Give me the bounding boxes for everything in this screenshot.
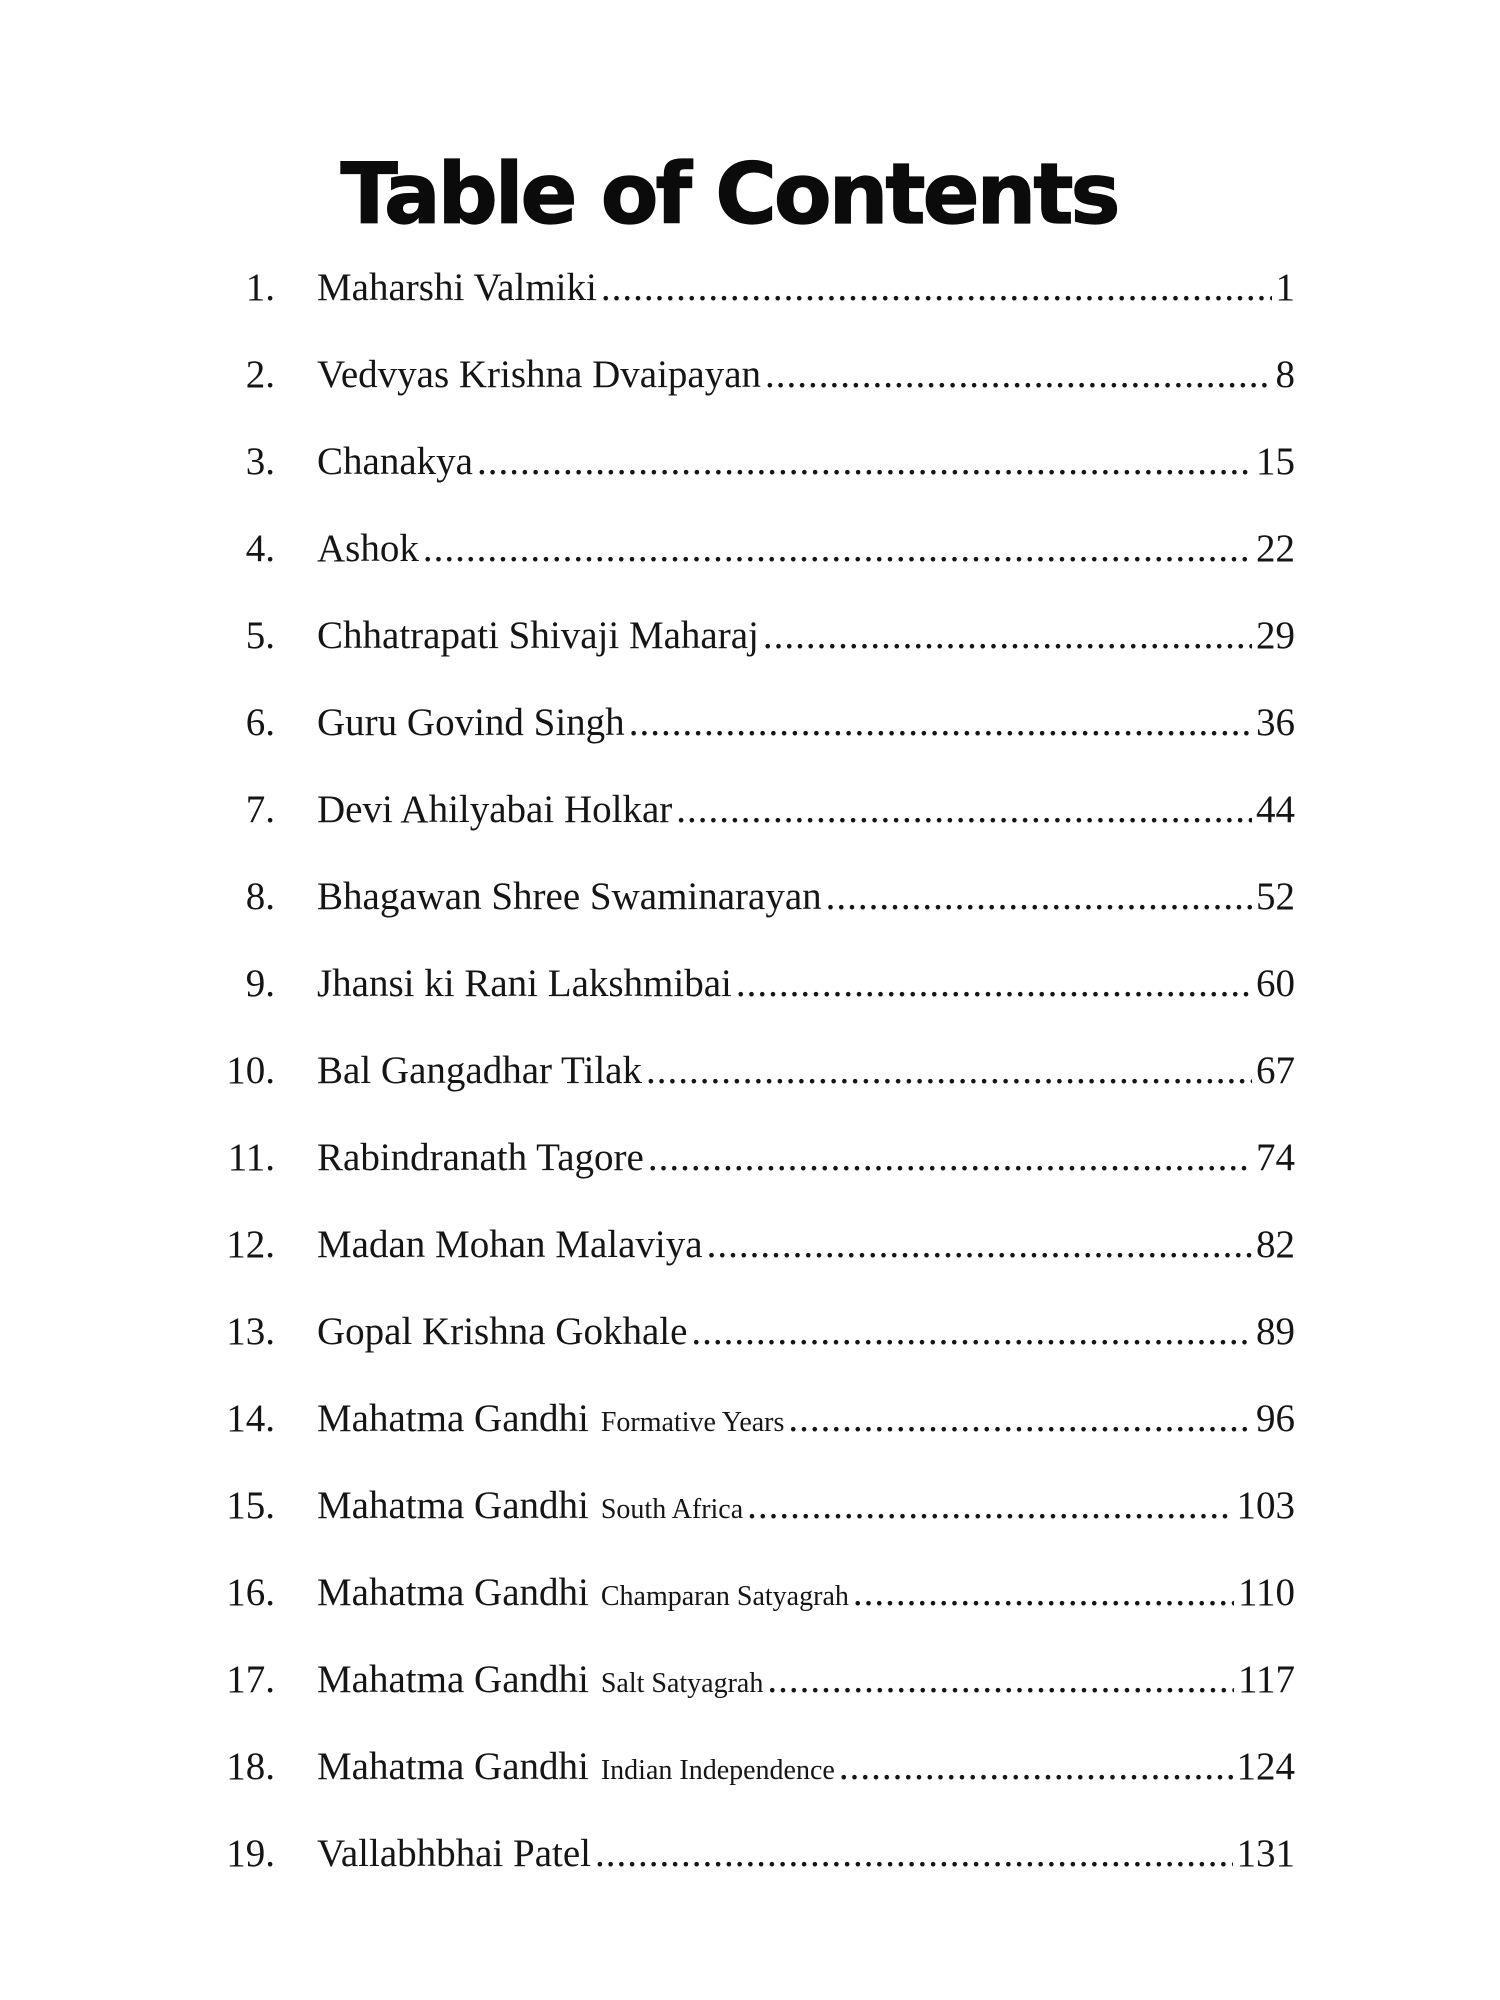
toc-entry[interactable] — [175, 693, 1295, 780]
dot-leader — [839, 1737, 1233, 1797]
toc-entry-title: Mahatma Gandhi — [317, 1571, 589, 1614]
dot-leader — [648, 1128, 1252, 1188]
dot-leader — [646, 1041, 1252, 1101]
toc-entry-number: 4. — [245, 527, 275, 570]
dot-leader — [788, 1389, 1252, 1449]
dot-leader — [691, 1302, 1252, 1362]
toc-entry-page: 1 — [1275, 266, 1295, 309]
toc-entry[interactable] — [175, 519, 1295, 606]
toc-entry-number: 6. — [245, 701, 275, 744]
toc-entry-page: 22 — [1256, 527, 1295, 570]
toc-entry[interactable] — [175, 1650, 1295, 1737]
toc-entry-page: 8 — [1275, 353, 1295, 396]
toc-entry-number: 8. — [245, 875, 275, 918]
toc-entry-page: 60 — [1256, 962, 1295, 1005]
toc-entry-title: Bhagawan Shree Swaminarayan — [317, 875, 822, 918]
toc-entry[interactable] — [175, 606, 1295, 693]
toc-entry-page: 36 — [1256, 701, 1295, 744]
dot-leader — [765, 345, 1271, 405]
dot-leader — [736, 954, 1252, 1014]
toc-entry-subtitle: Formative Years — [600, 1407, 785, 1438]
toc-entry[interactable] — [175, 867, 1295, 954]
toc-entry-number: 5. — [245, 614, 275, 657]
toc-entry[interactable] — [175, 258, 1295, 345]
toc-entry-title: Guru Govind Singh — [317, 701, 625, 744]
toc-entry-page: 110 — [1237, 1571, 1295, 1614]
toc-entry-page: 74 — [1256, 1136, 1295, 1179]
dot-leader — [747, 1476, 1232, 1536]
toc-entry-number: 16. — [226, 1571, 275, 1614]
toc-entry-number: 10. — [226, 1049, 275, 1092]
toc-entry-number: 9. — [245, 962, 275, 1005]
dot-leader — [826, 867, 1252, 927]
dot-leader — [767, 1650, 1234, 1710]
toc-entry-number: 19. — [226, 1832, 275, 1875]
toc-entry-title: Ashok — [317, 527, 419, 570]
toc-entry-title: Devi Ahilyabai Holkar — [317, 788, 673, 831]
dot-leader — [477, 432, 1252, 492]
toc-entry-subtitle: South Africa — [600, 1494, 744, 1525]
toc-entry-page: 82 — [1256, 1223, 1295, 1266]
toc-entry[interactable] — [175, 1563, 1295, 1650]
toc-entry[interactable] — [175, 1824, 1295, 1911]
toc-entry-title: Mahatma Gandhi — [317, 1397, 589, 1440]
toc-entry[interactable] — [175, 432, 1295, 519]
toc-entry-number: 11. — [227, 1136, 275, 1179]
toc-entry-title: Vedvyas Krishna Dvaipayan — [317, 353, 762, 396]
toc-entry-page: 15 — [1256, 440, 1295, 483]
toc-entry-title: Chhatrapati Shivaji Maharaj — [317, 614, 759, 657]
toc-entry-page: 131 — [1236, 1832, 1295, 1875]
toc-entry-number: 17. — [226, 1658, 275, 1701]
toc-entry-title: Mahatma Gandhi — [317, 1658, 589, 1701]
dot-leader — [707, 1215, 1252, 1275]
toc-entry[interactable] — [175, 1128, 1295, 1215]
toc-entry-page: 29 — [1256, 614, 1295, 657]
toc-entry-subtitle: Indian Independence — [600, 1755, 835, 1786]
toc-entry-title: Vallabhbhai Patel — [317, 1832, 592, 1875]
toc-entry[interactable] — [175, 1476, 1295, 1563]
toc-entry-title: Gopal Krishna Gokhale — [317, 1310, 688, 1353]
toc-entry-title: Maharshi Valmiki — [317, 266, 597, 309]
table-of-contents — [175, 258, 1295, 1911]
toc-entry-number: 2. — [245, 353, 275, 396]
toc-entry-page: 117 — [1237, 1658, 1295, 1701]
toc-entry[interactable] — [175, 345, 1295, 432]
dot-leader — [423, 519, 1252, 579]
toc-entry-page: 67 — [1256, 1049, 1295, 1092]
dot-leader — [601, 258, 1272, 318]
dot-leader — [763, 606, 1252, 666]
toc-entry-title: Rabindranath Tagore — [317, 1136, 644, 1179]
toc-entry-title: Mahatma Gandhi — [317, 1745, 589, 1788]
toc-entry[interactable] — [175, 1389, 1295, 1476]
toc-entry-page: 124 — [1236, 1745, 1295, 1788]
toc-entry-page: 96 — [1256, 1397, 1295, 1440]
toc-entry-number: 3. — [245, 440, 275, 483]
toc-entry-title: Madan Mohan Malaviya — [317, 1223, 703, 1266]
toc-entry-number: 13. — [226, 1310, 275, 1353]
dot-leader — [595, 1824, 1232, 1884]
toc-entry[interactable] — [175, 1215, 1295, 1302]
toc-entry[interactable] — [175, 1041, 1295, 1128]
page-title: Table of Contents — [340, 145, 1118, 244]
toc-entry[interactable] — [175, 954, 1295, 1041]
toc-entry-page: 89 — [1256, 1310, 1295, 1353]
toc-entry-number: 12. — [226, 1223, 275, 1266]
toc-entry-title: Chanakya — [317, 440, 473, 483]
toc-entry-number: 1. — [245, 266, 275, 309]
toc-entry-number: 18. — [226, 1745, 275, 1788]
toc-entry-number: 7. — [245, 788, 275, 831]
toc-entry-number: 14. — [226, 1397, 275, 1440]
toc-entry-page: 44 — [1256, 788, 1295, 831]
toc-entry-title: Bal Gangadhar Tilak — [317, 1049, 642, 1092]
dot-leader — [629, 693, 1252, 753]
toc-entry-title: Jhansi ki Rani Lakshmibai — [317, 962, 732, 1005]
dot-leader — [676, 780, 1252, 840]
toc-entry-subtitle: Champaran Satyagrah — [600, 1581, 849, 1612]
toc-entry[interactable] — [175, 1737, 1295, 1824]
toc-entry-number: 15. — [226, 1484, 275, 1527]
toc-entry-page: 52 — [1256, 875, 1295, 918]
dot-leader — [853, 1563, 1234, 1623]
toc-entry[interactable] — [175, 780, 1295, 867]
toc-entry-page: 103 — [1236, 1484, 1295, 1527]
toc-entry-title: Mahatma Gandhi — [317, 1484, 589, 1527]
toc-entry-subtitle: Salt Satyagrah — [600, 1668, 764, 1699]
toc-entry[interactable] — [175, 1302, 1295, 1389]
